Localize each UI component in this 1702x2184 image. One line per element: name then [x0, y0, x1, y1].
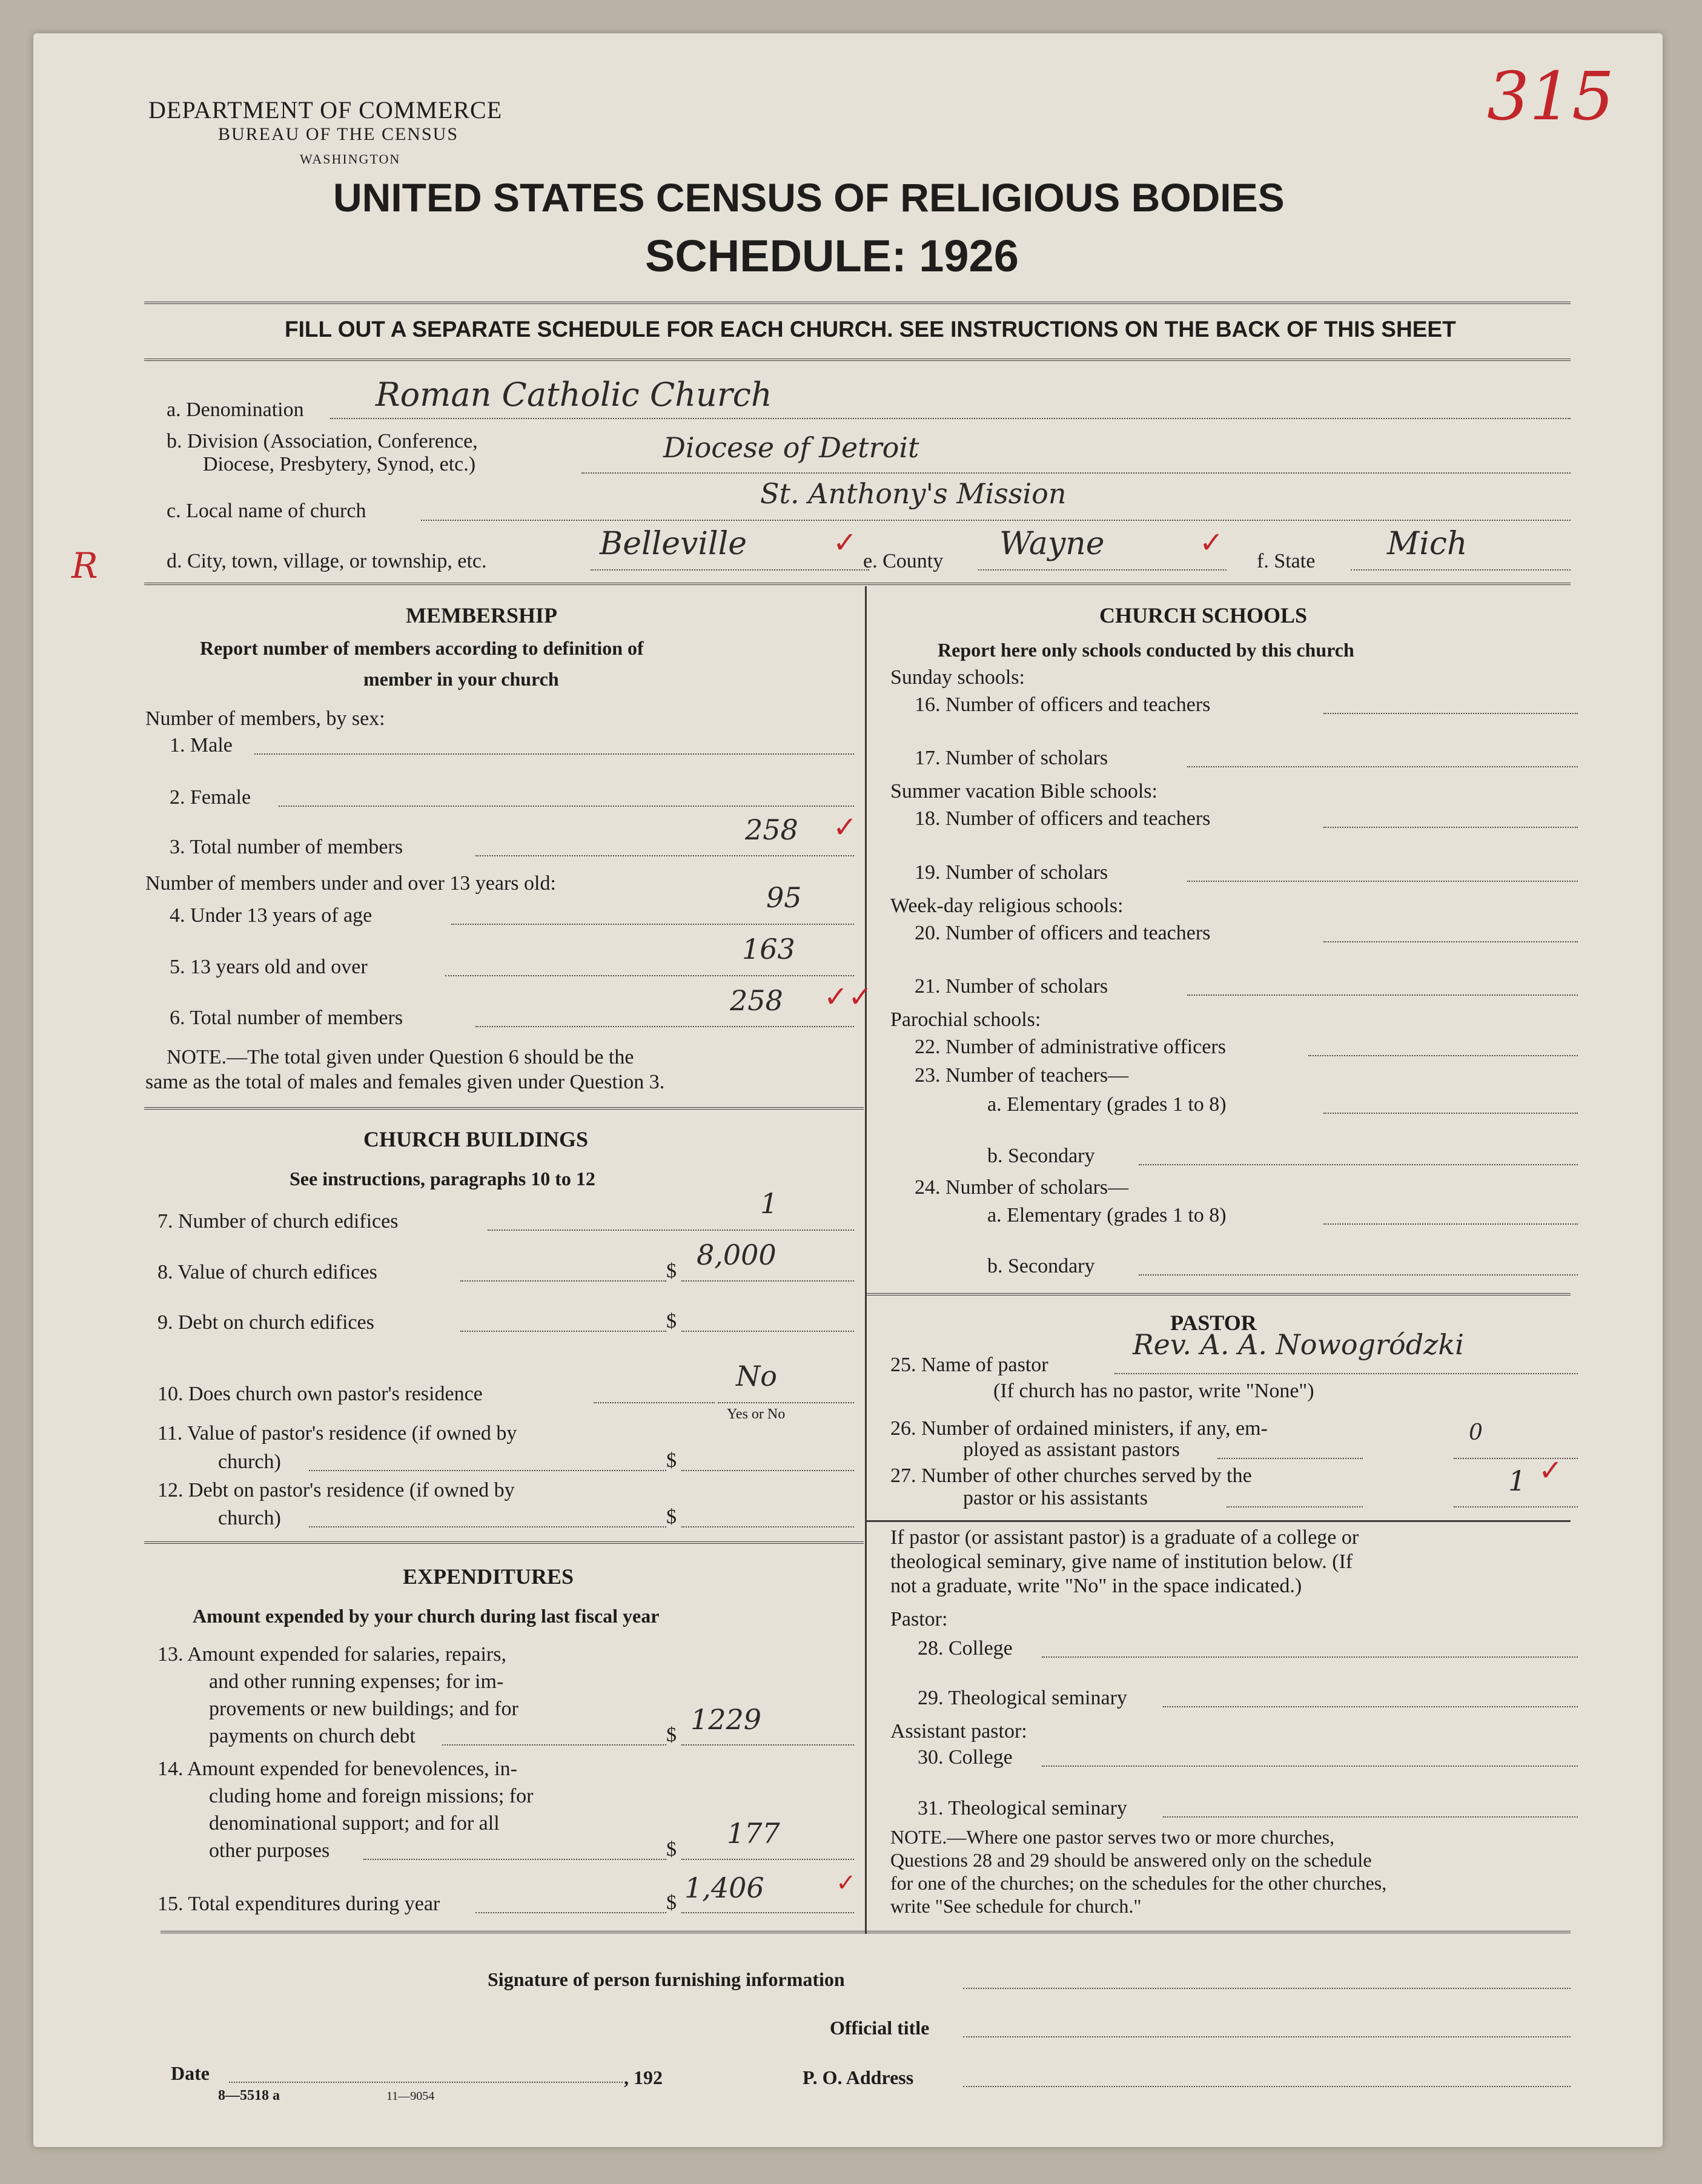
q11-amount-line [681, 1470, 854, 1471]
q23a-label: a. Elementary (grades 1 to 8) [987, 1093, 1227, 1116]
local-name-value[interactable]: St. Anthony's Mission [760, 477, 1067, 510]
state-line [1351, 569, 1571, 571]
assistant-subhead: Assistant pastor: [890, 1720, 1027, 1742]
division-value[interactable]: Diocese of Detroit [663, 431, 919, 464]
division-label-2: Diocese, Presbytery, Synod, etc.) [203, 453, 476, 475]
date-line [229, 2082, 623, 2083]
q4-label: 4. Under 13 years of age [170, 904, 373, 927]
denomination-line [330, 418, 1571, 419]
county-line [978, 569, 1227, 571]
q14-label-4: other purposes [209, 1839, 330, 1862]
summer-label: Summer vacation Bible schools: [890, 780, 1157, 802]
q25-value[interactable]: Rev. A. A. Nowogródzki [1133, 1328, 1464, 1361]
q12-label-1: 12. Debt on pastor's residence (if owned by [157, 1479, 515, 1501]
q9-dollar: $ [666, 1310, 677, 1332]
q24b-label: b. Secondary [987, 1255, 1095, 1277]
q12-label-2: church) [218, 1507, 281, 1529]
q15-dollar: $ [666, 1891, 677, 1914]
instruction-rule [144, 359, 1571, 365]
q28-line [1042, 1656, 1578, 1658]
pastor-rule [867, 1520, 1571, 1522]
pastor-heading: PASTOR [1170, 1311, 1257, 1335]
q23a-line [1323, 1113, 1578, 1114]
q24a-line [1323, 1223, 1578, 1225]
q23b-line [1139, 1164, 1578, 1165]
q14-value[interactable]: 177 [727, 1817, 780, 1850]
page-number-annotation: 315 [1487, 58, 1614, 135]
q12-amount-line [681, 1526, 854, 1527]
signature-label: Signature of person furnishing information [488, 1968, 845, 1990]
q1-label: 1. Male [170, 734, 233, 756]
pastor-subhead: Pastor: [890, 1608, 948, 1630]
q10-line [594, 1402, 715, 1403]
bureau-heading: BUREAU OF THE CENSUS [218, 124, 459, 144]
membership-sub-1: Report number of members according to definition of [200, 637, 644, 659]
form-title: UNITED STATES CENSUS OF RELIGIOUS BODIES [333, 175, 1285, 220]
q17-line [1187, 766, 1578, 767]
q13-amount-line [681, 1744, 854, 1746]
expenditures-sub: Amount expended by your church during last fiscal year [193, 1605, 660, 1627]
q30-label: 30. College [918, 1746, 1013, 1769]
q29-line [1163, 1706, 1578, 1707]
q6-value[interactable]: 258 [730, 984, 783, 1017]
division-label: b. Division (Association, Conference, [167, 430, 478, 452]
q2-label: 2. Female [170, 786, 251, 809]
q8-line [460, 1280, 666, 1282]
q7-value[interactable]: 1 [760, 1187, 778, 1220]
q21-label: 21. Number of scholars [915, 975, 1108, 998]
q11-dollar: $ [666, 1449, 677, 1472]
membership-rule [144, 1107, 864, 1113]
q14-label-1: 14. Amount expended for benevolences, in- [157, 1758, 517, 1780]
denomination-value[interactable]: Roman Catholic Church [376, 376, 772, 414]
buildings-heading: CHURCH BUILDINGS [363, 1127, 589, 1151]
q13-dollar: $ [666, 1724, 677, 1746]
expenditures-heading: EXPENDITURES [403, 1564, 574, 1589]
q9-label: 9. Debt on church edifices [157, 1311, 374, 1334]
local-name-line [421, 520, 1571, 521]
q9-amount-line [681, 1331, 854, 1332]
q25-note: (If church has no pastor, write "None") [993, 1380, 1314, 1402]
official-title-line [963, 2036, 1571, 2037]
q9-line [460, 1331, 666, 1332]
city-line [591, 569, 869, 571]
by-sex-label: Number of members, by sex: [145, 707, 385, 730]
print-number: 11—9054 [386, 2090, 435, 2103]
state-label: f. State [1257, 550, 1316, 572]
pastor-note-3: for one of the churches; on the schedules for the other churches, [890, 1872, 1387, 1894]
q27-label-2: pastor or his assistants [963, 1487, 1148, 1509]
q27-line [1227, 1506, 1363, 1507]
membership-sub-2: member in your church [363, 668, 559, 690]
form-number: 8—5518 a [218, 2088, 280, 2103]
q24b-line [1139, 1274, 1578, 1276]
state-value[interactable]: Mich [1387, 526, 1468, 562]
q10-label: 10. Does church own pastor's residence [157, 1383, 483, 1405]
q14-label-2: cluding home and foreign missions; for [209, 1785, 534, 1807]
q11-label-1: 11. Value of pastor's residence (if owned by [157, 1422, 517, 1444]
q19-line [1187, 881, 1578, 882]
graduate-note-1: If pastor (or assistant pastor) is a graduate of a college or [890, 1526, 1359, 1549]
q8-label: 8. Value of church edifices [157, 1261, 377, 1283]
q25-label: 25. Name of pastor [890, 1354, 1048, 1376]
q26-line [1217, 1458, 1363, 1459]
by-age-label: Number of members under and over 13 years old: [145, 872, 556, 895]
q25-line [1114, 1373, 1578, 1374]
q22-line [1308, 1055, 1578, 1056]
dept-heading: DEPARTMENT OF COMMERCE [148, 96, 503, 124]
q5-label: 5. 13 years old and over [170, 956, 368, 978]
local-name-label: c. Local name of church [167, 500, 366, 522]
q11-label-2: church) [218, 1451, 281, 1473]
q13-label-3: provements or new buildings; and for [209, 1698, 518, 1720]
q18-line [1323, 827, 1578, 828]
q15-amount-line [681, 1912, 854, 1913]
pastor-note-2: Questions 28 and 29 should be answered only on the schedule [890, 1849, 1372, 1871]
pastor-note-1: NOTE.—Where one pastor serves two or more churches, [890, 1826, 1335, 1848]
q12-dollar: $ [666, 1506, 677, 1528]
q3-value[interactable]: 258 [745, 813, 798, 846]
graduate-note-2: theological seminary, give name of institution below. (If [890, 1550, 1353, 1573]
date-year: , 192 [624, 2067, 663, 2088]
q13-label-2: and other running expenses; for im- [209, 1670, 504, 1693]
q2-line [279, 806, 854, 807]
weekday-label: Week-day religious schools: [890, 895, 1124, 917]
membership-note-2: same as the total of males and females given under Question 3. [145, 1071, 665, 1093]
q16-line [1323, 713, 1578, 714]
q5-line [445, 975, 854, 976]
q19-label: 19. Number of scholars [915, 861, 1108, 884]
q24-label: 24. Number of scholars— [915, 1176, 1129, 1199]
q10-value[interactable]: No [736, 1360, 777, 1392]
county-check-icon: ✓ [1199, 527, 1224, 559]
city-label: d. City, town, village, or township, etc. [167, 550, 487, 572]
yes-no-caption: Yes or No [727, 1406, 786, 1422]
po-address-line [963, 2086, 1571, 2087]
q20-line [1323, 941, 1578, 942]
q22-label: 22. Number of administrative officers [915, 1036, 1226, 1058]
q21-line [1187, 994, 1578, 996]
q23b-label: b. Secondary [987, 1145, 1095, 1167]
q13-label-4: payments on church debt [209, 1725, 416, 1747]
q13-label-1: 13. Amount expended for salaries, repairs, [157, 1643, 506, 1666]
q29-label: 29. Theological seminary [918, 1687, 1127, 1709]
date-label: Date [171, 2062, 210, 2084]
identity-rule [144, 583, 1571, 589]
schools-sub: Report here only schools conducted by this church [938, 639, 1354, 661]
q15-label: 15. Total expenditures during year [157, 1893, 440, 1915]
q16-label: 16. Number of officers and teachers [915, 693, 1211, 716]
margin-annotation: R [71, 545, 98, 586]
schedule-title: SCHEDULE: 1926 [645, 231, 1019, 281]
instruction-line: FILL OUT A SEPARATE SCHEDULE FOR EACH CHURCH. SEE INSTRUCTIONS ON THE BACK OF THIS SHEET [285, 317, 1456, 342]
q6-label: 6. Total number of members [170, 1007, 403, 1029]
graduate-note-3: not a graduate, write "No" in the space indicated.) [890, 1575, 1302, 1597]
q4-line [451, 924, 854, 925]
q12-line [309, 1526, 666, 1527]
pastor-note-4: write "See schedule for church." [890, 1895, 1142, 1917]
county-value[interactable]: Wayne [999, 526, 1105, 562]
q14-label-3: denominational support; and for all [209, 1812, 500, 1835]
header-rule [144, 302, 1571, 308]
city-value[interactable]: Belleville [600, 526, 747, 562]
sunday-label: Sunday schools: [890, 666, 1025, 689]
q7-label: 7. Number of church edifices [157, 1210, 399, 1233]
membership-heading: MEMBERSHIP [406, 603, 558, 627]
q14-line [363, 1859, 666, 1860]
city-check-icon: ✓ [833, 527, 858, 559]
po-address-label: P. O. Address [803, 2067, 914, 2088]
buildings-rule [144, 1541, 864, 1547]
q28-label: 28. College [918, 1637, 1013, 1660]
q4-value[interactable]: 95 [766, 881, 802, 914]
q13-value[interactable]: 1229 [690, 1703, 762, 1736]
q30-line [1042, 1765, 1578, 1767]
q3-check-icon: ✓ [833, 812, 858, 844]
q17-label: 17. Number of scholars [915, 747, 1108, 769]
denomination-label: a. Denomination [167, 399, 304, 421]
q3-line [475, 855, 854, 856]
schools-rule [867, 1293, 1571, 1299]
q31-label: 31. Theological seminary [918, 1797, 1127, 1819]
q26-label-1: 26. Number of ordained ministers, if any, em- [890, 1417, 1268, 1440]
q24a-label: a. Elementary (grades 1 to 8) [987, 1204, 1227, 1226]
q6-check-icon: ✓✓ [824, 981, 873, 1013]
q20-label: 20. Number of officers and teachers [915, 922, 1211, 944]
q31-line [1163, 1816, 1578, 1818]
q27-label-1: 27. Number of other churches served by the [890, 1464, 1252, 1487]
q10-answer-line [718, 1402, 854, 1403]
official-title-label: Official title [830, 2017, 930, 2039]
city-heading: WASHINGTON [300, 151, 401, 167]
q13-line [442, 1744, 666, 1746]
q27-check-icon: ✓ [1538, 1455, 1563, 1487]
q26-value[interactable]: 0 [1469, 1420, 1483, 1445]
body-bottom-rule [161, 1931, 1571, 1937]
column-divider [865, 586, 867, 1934]
q8-value[interactable]: 8,000 [697, 1239, 776, 1271]
schools-heading: CHURCH SCHOOLS [1099, 603, 1308, 627]
q26-label-2: ployed as assistant pastors [963, 1438, 1180, 1461]
q15-value[interactable]: 1,406 [684, 1871, 764, 1904]
q1-line [254, 753, 854, 755]
q15-line [475, 1912, 666, 1913]
q5-value[interactable]: 163 [742, 933, 795, 965]
q11-line [309, 1470, 666, 1471]
membership-note-1: NOTE.—The total given under Question 6 should be the [167, 1046, 634, 1068]
q18-label: 18. Number of officers and teachers [915, 807, 1211, 830]
q27-value[interactable]: 1 [1508, 1464, 1526, 1497]
q8-amount-line [681, 1280, 854, 1282]
parochial-label: Parochial schools: [890, 1008, 1041, 1031]
q8-dollar: $ [666, 1260, 677, 1282]
q14-amount-line [681, 1859, 854, 1860]
q3-label: 3. Total number of members [170, 836, 403, 858]
q23-label: 23. Number of teachers— [915, 1064, 1129, 1087]
q7-line [488, 1229, 854, 1231]
signature-line [963, 1988, 1571, 1989]
q6-line [475, 1026, 854, 1027]
county-label: e. County [863, 550, 944, 572]
q14-dollar: $ [666, 1838, 677, 1861]
division-line [581, 472, 1571, 474]
buildings-sub: See instructions, paragraphs 10 to 12 [290, 1168, 595, 1190]
q15-check-icon: ✓ [836, 1869, 856, 1896]
q27-answer-line [1454, 1506, 1578, 1507]
